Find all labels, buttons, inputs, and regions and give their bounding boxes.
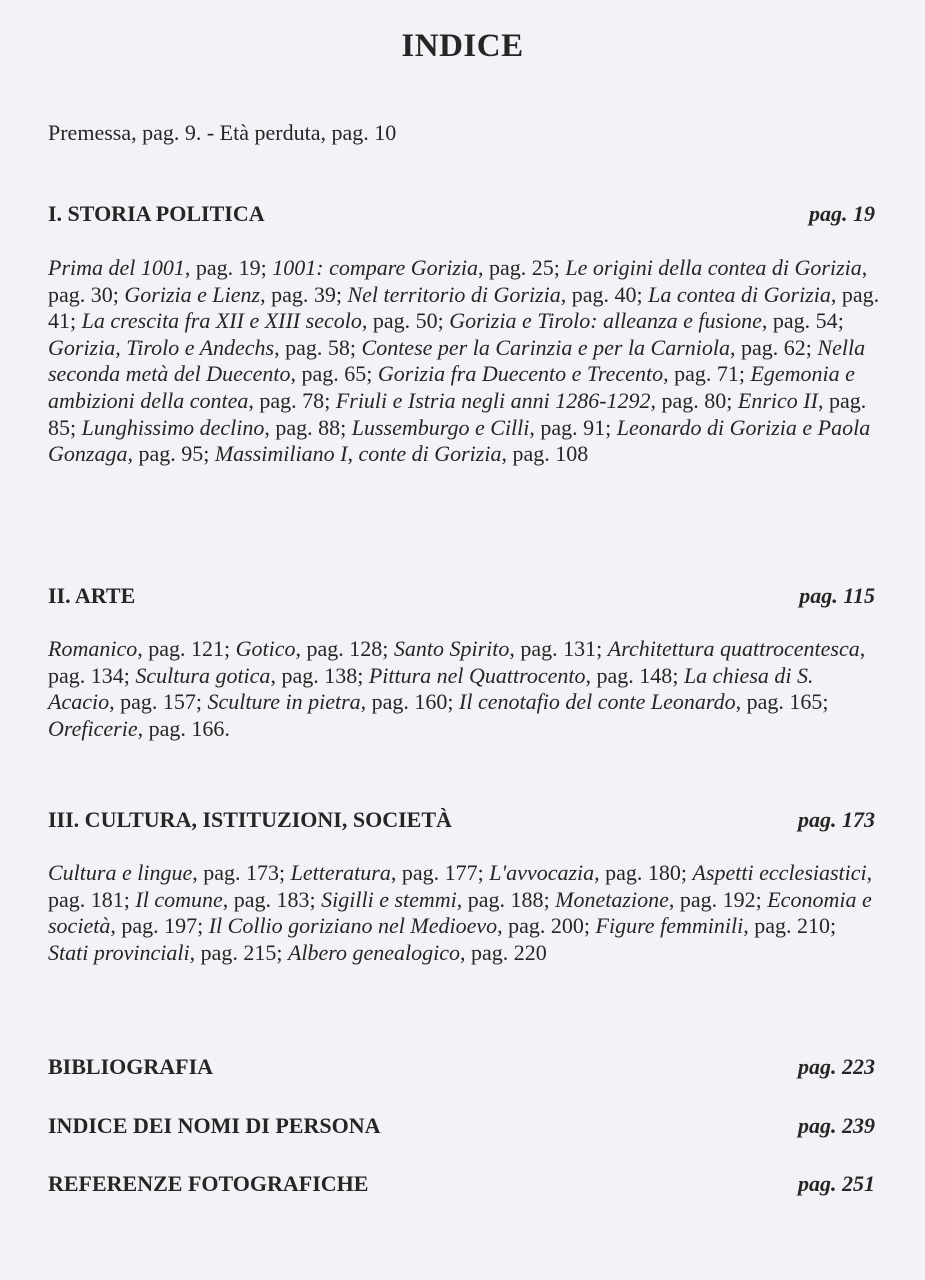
entry-title: Economia e società: [48, 886, 872, 939]
section-title: II. ARTE: [48, 583, 136, 608]
entry-page: pag. 58: [285, 334, 350, 360]
entry-title: Enrico II: [737, 387, 818, 413]
entry-page: pag. 88: [275, 414, 341, 440]
entry-page: pag. 128: [306, 636, 383, 661]
entry-title: Sigilli e stemmi: [321, 886, 457, 912]
entry-title: Le origini della contea di Gorizia: [565, 255, 862, 280]
entry-page: pag. 25: [489, 255, 554, 280]
section-heading-storia-politica: [48, 201, 875, 227]
entry-page: pag. 180: [605, 860, 681, 885]
entry-title: Il Collio goriziano nel Medioevo: [208, 913, 498, 939]
entry-page: pag. 177: [401, 860, 478, 885]
entry-page: pag. 215: [200, 939, 277, 965]
appendix-page: pag. 223: [798, 1054, 875, 1079]
entry-page: pag. 39: [271, 281, 336, 307]
entry-title: Albero genealogico: [287, 939, 461, 965]
entry-title: Prima del 1001: [48, 255, 185, 280]
entry-page: pag. 166: [148, 715, 225, 741]
entry-title: Letteratura: [290, 860, 391, 885]
appendix-title: REFERENZE FOTOGRAFICHE: [48, 1171, 369, 1196]
entry-page: pag. 131: [520, 636, 597, 661]
entry-title: La contea di Gorizia: [648, 281, 831, 307]
section-entries: Cultura e lingue, pag. 173; Letteratura, pag. 177; L'avvocazia, pag. 180; Aspetti ecclesiastici, pag. 181; Il comune, pag. 183; Sigilli e stemmi, pag. 188; Monetazione, pag. 192; Economia e società, pag. 197; Il Collio goriziano nel Medioevo, pag. 200; Figure femminili, pag. 210; Stati provinciali, pag. 215; Albero genealogico, pag. 220: [48, 860, 873, 965]
entry-title: Gorizia fra Duecento e Trecento: [377, 361, 664, 387]
entry-title: L'avvocazia: [489, 860, 595, 885]
appendix-page: pag. 239: [798, 1113, 875, 1138]
section-heading-cultura: [48, 807, 875, 833]
entry-title: Aspetti ecclesiastici: [692, 860, 867, 885]
section-entries: Prima del 1001, pag. 19; 1001: compare Gorizia, pag. 25; Le origini della contea di Gorizia, pag. 30; Gorizia e Lienz, pag. 39; Nel territorio di Gorizia, pag. 40; La contea di Gorizia, pag. 41; La crescita fra XII e XIII secolo, pag. 50; Gorizia e Tirolo: alleanza e fusione, pag. 54; Gorizia, Tirolo e Andechs, pag. 58; Contese per la Carinzia e per la Carniola, pag. 62; Nella seconda metà del Duecento, pag. 65; Gorizia fra Duecento e Trecento, pag. 71; Egemonia e ambizioni della contea, pag. 78; Friuli e Istria negli anni 1286-1292, pag. 80; Enrico II, pag. 85; Lunghissimo declino, pag. 88; Lussemburgo e Cilli, pag. 91; Leonardo di Gorizia e Paola Gonzaga, pag. 95; Massimiliano I, conte di Gorizia, pag. 108: [48, 255, 880, 467]
entry-title: Figure femminili: [595, 913, 744, 939]
entry-page: pag. 134: [48, 662, 124, 688]
entry-page: pag. 85: [48, 387, 867, 440]
entry-page: pag. 188: [467, 886, 544, 912]
entry-title: Gorizia, Tirolo e Andechs: [48, 334, 275, 360]
entry-title: Santo Spirito: [393, 636, 510, 661]
entry-page: pag. 19: [195, 255, 261, 280]
entry-title: Nel territorio di Gorizia: [347, 281, 561, 307]
entry-title: Stati provinciali: [48, 939, 190, 965]
entry-page: pag. 40: [571, 281, 637, 307]
entry-title: Lussemburgo e Cilli: [351, 414, 530, 440]
entry-title: Friuli e Istria negli anni 1286-1292: [335, 387, 651, 413]
page-title: INDICE: [401, 28, 524, 64]
entry-title: Nella seconda metà del Duecento: [48, 334, 866, 387]
section-heading-arte: [48, 583, 875, 609]
appendix-title: BIBLIOGRAFIA: [48, 1054, 214, 1079]
entry-title: Egemonia e ambizioni della contea: [48, 361, 855, 413]
entry-page: pag. 50: [372, 308, 438, 334]
intro-line: Premessa, pag. 9. - Età perduta, pag. 10: [48, 120, 397, 145]
entry-title: Scultura gotica: [135, 662, 271, 688]
entry-page: pag. 80: [661, 387, 727, 413]
entry-page: pag. 197: [121, 913, 198, 939]
entry-title: Monetazione: [555, 886, 669, 912]
entry-title: La crescita fra XII e XIII secolo: [81, 308, 362, 334]
entry-page: pag. 95: [138, 441, 204, 467]
entry-page: pag. 71: [674, 361, 739, 387]
appendix-bibliografia: [48, 1054, 875, 1080]
entry-title: Gotico: [235, 636, 296, 661]
entry-title: Cultura e lingue: [48, 860, 193, 885]
entry-title: 1001: compare Gorizia: [272, 255, 479, 280]
appendix-title: INDICE DEI NOMI DI PERSONA: [48, 1113, 381, 1138]
entry-page: pag. 62: [741, 334, 806, 360]
entry-title: Leonardo di Gorizia e Paola Gonzaga: [48, 414, 871, 467]
entry-title: Il cenotafio del conte Leonardo: [459, 689, 736, 715]
entry-page: pag. 192: [679, 886, 756, 912]
entry-page: pag. 200: [508, 913, 584, 939]
entry-page: pag. 157: [120, 689, 196, 715]
entry-title: Pittura nel Quattrocento: [368, 662, 586, 688]
section-page: pag. 19: [809, 201, 875, 226]
entry-page: pag. 183: [233, 886, 310, 912]
entry-page: pag. 173: [203, 860, 279, 885]
entry-page: pag. 78: [259, 387, 325, 413]
entry-page: pag. 160: [371, 689, 448, 715]
section-title: III. CULTURA, ISTITUZIONI, SOCIETÀ: [48, 807, 452, 832]
section-entries: Romanico, pag. 121; Gotico, pag. 128; Santo Spirito, pag. 131; Architettura quattrocentesca, pag. 134; Scultura gotica, pag. 138; Pittura nel Quattrocento, pag. 148; La chiesa di S. Acacio, pag. 157; Sculture in pietra, pag. 160; Il cenotafio del conte Leonardo, pag. 165; Oreficerie, pag. 166.: [48, 636, 866, 741]
entry-title: Lunghissimo declino: [81, 414, 265, 440]
entry-title: Oreficerie: [48, 715, 138, 741]
entry-page: pag. 220: [471, 939, 547, 965]
section-title: I. STORIA POLITICA: [48, 201, 265, 226]
entry-page: pag. 165: [746, 689, 823, 715]
entry-title: Romanico: [48, 636, 138, 661]
appendix-page: pag. 251: [798, 1171, 875, 1196]
entry-page: pag. 121: [148, 636, 224, 661]
entry-page: pag. 181: [48, 886, 124, 912]
entry-page: pag. 148: [596, 662, 673, 688]
entry-title: Architettura quattrocentesca: [607, 636, 860, 661]
entry-title: Massimiliano I, conte di Gorizia: [214, 441, 502, 467]
entry-page: pag. 108: [512, 441, 589, 467]
section-page: pag. 115: [799, 583, 875, 608]
entry-page: pag. 41: [48, 281, 880, 334]
entry-page: pag. 138: [281, 662, 358, 688]
entry-title: Contese per la Carinzia e per la Carniola: [361, 334, 731, 360]
entry-page: pag. 91: [540, 414, 606, 440]
entry-page: pag. 210: [754, 913, 830, 939]
entry-title: La chiesa di S. Acacio: [48, 662, 814, 715]
section-page: pag. 173: [798, 807, 875, 832]
entry-title: Gorizia e Tirolo: alleanza e fusione: [449, 308, 762, 334]
entry-page: pag. 65: [301, 361, 367, 387]
entry-page: pag. 54: [772, 308, 838, 334]
appendix-indice-nomi: [48, 1113, 875, 1139]
entry-title: Gorizia e Lienz: [124, 281, 261, 307]
entry-title: Il comune: [135, 886, 223, 912]
entry-page: pag. 30: [48, 281, 113, 307]
entry-title: Sculture in pietra: [207, 689, 361, 715]
appendix-referenze: [48, 1171, 875, 1197]
